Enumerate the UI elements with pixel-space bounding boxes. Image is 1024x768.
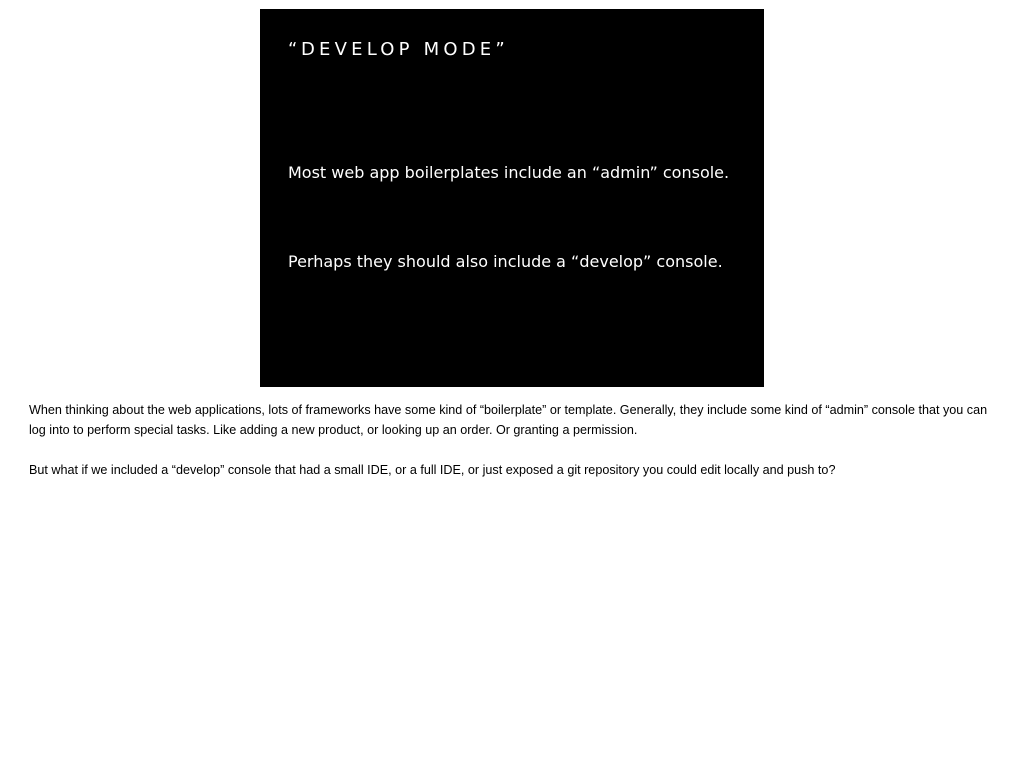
slide-title: “DEVELOP MODE” <box>288 39 509 60</box>
slide-text-admin-console: Most web app boilerplates include an “admin” console. <box>288 163 730 182</box>
presenter-notes <box>29 400 1004 480</box>
slide-text-develop-console: Perhaps they should also include a “develop” console. <box>288 252 723 271</box>
slide-canvas <box>260 9 764 387</box>
notes-paragraph: When thinking about the web applications, lots of frameworks have some kind of “boilerplate” or template. Generally, they include some kind of “admin” console that you can log into to perform special tasks. Like adding a new product, or looking up an order. Or granting a permission. <box>29 403 988 437</box>
notes-paragraph: But what if we included a “develop” console that had a small IDE, or a full IDE, or just exposed a git repository you could edit locally and push to? <box>29 463 836 477</box>
